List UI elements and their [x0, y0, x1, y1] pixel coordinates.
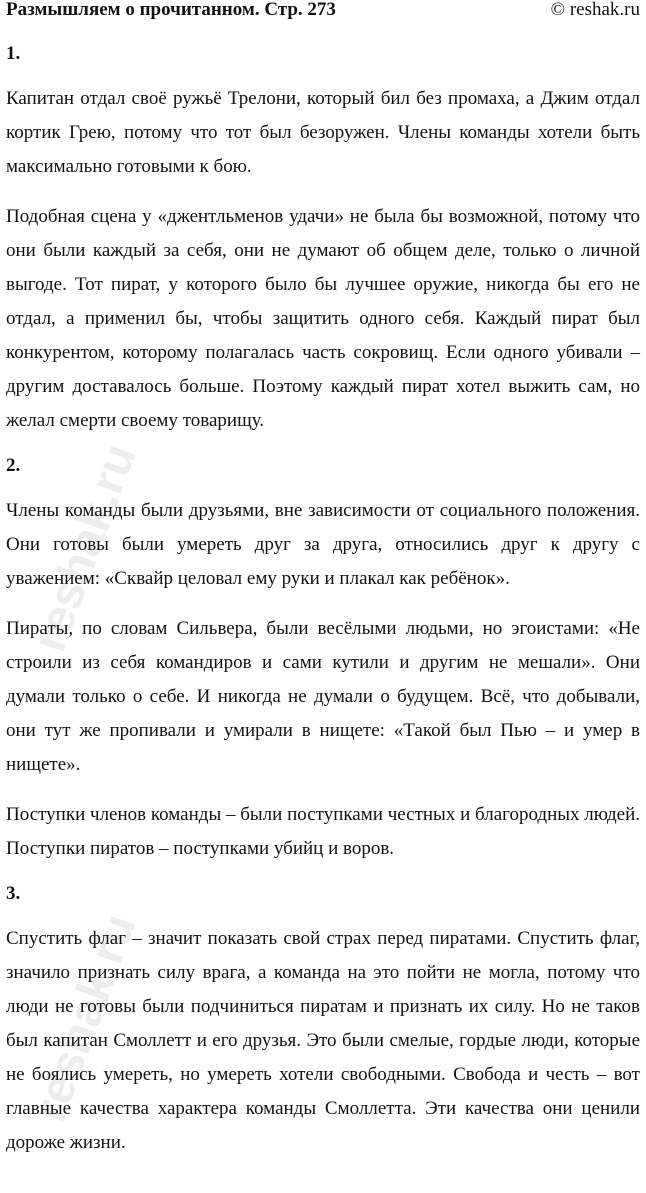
page-header — [6, 0, 640, 22]
paragraph: Пираты, по словам Сильвера, были весёлыми людьми, но эгоистами: «Не строили из себя командиров и сами кутили и другим не мешали». Они думали только о себе. И никогда не думали о будущем. Всё, что добывали, они тут же пропивали и умирали в нищете: «Такой был Пью – и умер в нищете». — [6, 618, 640, 775]
paragraph: Подобная сцена у «джентльменов удачи» не была бы возможной, потому что они были каждый за себя, они не думают об общем деле, только о личной выгоде. Тот пират, у которого было бы лучшее оружие, никогда бы его не отдал, а применил бы, чтобы защитить одного себя. Каждый пират был конкурентом, которому полагалась часть сокровищ. Если одного убивали – другим доставалось больше. Поэтому каждый пират хотел выжить сам, но желал смерти своему товарищу. — [6, 206, 640, 431]
section-number: 3. — [6, 883, 21, 904]
page-title: Размышляем о прочитанном. Стр. 273 — [6, 0, 336, 20]
section-3 — [6, 882, 640, 1160]
paragraph: Капитан отдал своё ружьё Трелони, который бил без промаха, а Джим отдал кортик Грею, потому что тот был безоружен. Члены команды хотели быть максимально готовыми к бою. — [6, 88, 640, 177]
section-number: 1. — [6, 43, 21, 64]
document-body — [6, 42, 640, 1176]
watermark-top: reshak.ru — [22, 437, 147, 659]
paragraph: Поступки членов команды – были поступками честных и благородных людей. Поступки пиратов – поступками убийц и воров. — [6, 804, 640, 859]
watermark-bottom: reshak.ru — [22, 907, 147, 1129]
section-1 — [6, 42, 640, 438]
section-2 — [6, 454, 640, 866]
site-credit: © reshak.ru — [550, 0, 640, 20]
paragraph: Члены команды были друзьями, вне зависимости от социального положения. Они готовы были умереть друг за друга, относились друг к другу с уважением: «Сквайр целовал ему руки и плакал как ребёнок». — [6, 500, 640, 589]
paragraph: Спустить флаг – значит показать свой страх перед пиратами. Спустить флаг, значило признать силу врага, а команда на это пойти не могла, потому что люди не готовы были подчиниться пиратам и признать их силу. Но не таков был капитан Смоллетт и его друзья. Это были смелые, гордые люди, которые не боялись умереть, но умереть хотели свободными. Свобода и честь – вот главные качества характера команды Смоллетта. Эти качества они ценили дороже жизни. — [6, 928, 640, 1153]
section-number: 2. — [6, 455, 21, 476]
